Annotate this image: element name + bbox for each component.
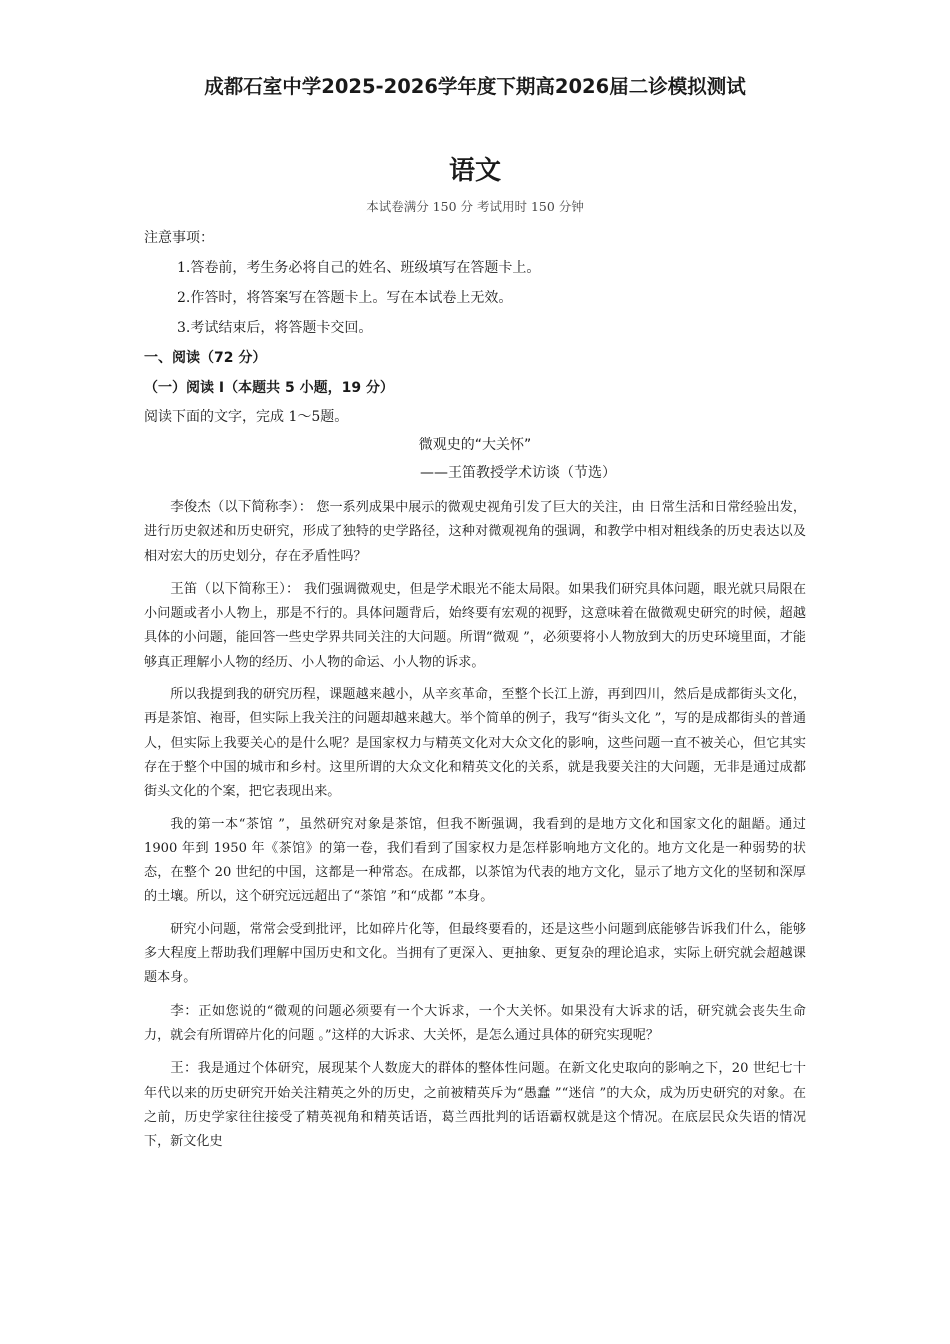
notice-item: 2.作答时，将答案写在答题卡上。写在本试卷上无效。 (177, 290, 513, 306)
notice-item: 1.答卷前，考生务必将自己的姓名、班级填写在答题卡上。 (177, 260, 541, 276)
exam-title: 成都石室中学2025-2026学年度下期高2026届二诊模拟测试 (204, 75, 746, 98)
paragraph-text: 正如您说的“微观的问题必须要有一个大诉求，一个大关怀。如果没有大诉求的话，研究就会丧失生命力，就会有所谓碎片化的问题 。”这样的大诉求、大关怀，是怎么通过具体的研究实现呢？ (144, 1003, 806, 1043)
subsection-heading: （一）阅读 Ⅰ（本题共 5 小题，19 分） (144, 380, 394, 396)
article-paragraph (144, 495, 806, 569)
section-heading: 一、阅读（72 分） (144, 350, 267, 366)
article-paragraph (144, 918, 806, 991)
paragraph-text: 我的第一本“茶馆 ”，虽然研究对象是茶馆，但我不断强调，我看到的是地方文化和国家文化的龃龉。通过 1900 年到 1950 年《茶馆》的第一卷，我们看到了国家权力是怎样影响地方文化的。地方文化是一种弱势的状态，在整个 20 世纪的中国，这都是一种常态。在成都，以茶馆为代表的地方文化，显示了地方文化的坚韧和深厚的土壤。所以，这个研究远远超出了“茶馆 ”和“成都 ”本身。 (144, 816, 806, 905)
paragraph-text: 所以我提到我的研究历程，课题越来越小，从辛亥革命，至整个长江上游，再到四川，然后是成都街头文化，再是茶馆、袍哥，但实际上我关注的问题却越来越大。举个简单的例子，我写“街头文化 ”，写的是成都街头的普通人，但实际上我要关心的是什么呢？是国家权力与精英文化对大众文化的影响，这些问题一直不被关心，但它其实存在于整个中国的城市和乡村。这里所谓的大众文化和精英文化的关系，就是我要关注的大问题，无非是通过成都街头文化的个案，把它表现出来。 (144, 687, 806, 800)
speaker-label: 李： (170, 1002, 199, 1019)
speaker-label: 李俊杰（以下简称李）： (170, 499, 313, 515)
paragraph-text: 您一系列成果中展示的微观史视角引发了巨大的关注，由 日常生活和日常经验出发，进行历史叙述和历史研究，形成了独特的史学路径，这种对微观视角的强调，和教学中相对粗线条的历史表达以及相对宏大的历史划分，存在矛盾性吗？ (144, 500, 807, 564)
notice-list (144, 258, 806, 338)
subject-title: 语文 (448, 156, 501, 186)
paragraph-text: 我们强调微观史，但是学术眼光不能太局限。如果我们研究具体问题，眼光就只局限在小问题或者小人物上，那是不行的。具体问题背后，始终要有宏观的视野，这意味着在做微观史研究的时候，超越具体的小问题，能回答一些史学界共同关注的大问题。所谓“微观 ”，必须要将小人物放到大的历史环境里面，才能够真正理解小人物的经历、小人物的命运、小人物的诉求。 (144, 581, 806, 670)
article-paragraph (144, 1056, 806, 1154)
paragraph-text: 研究小问题，常常会受到批评，比如碎片化等，但最终要看的，还是这些小问题到底能够告诉我们什么，能够多大程度上帮助我们理解中国历史和文化。当拥有了更深入、更抽象、更复杂的理论追求，实际上研究就会超越课题本身。 (144, 921, 806, 986)
article-paragraph (144, 683, 806, 804)
notice-heading: 注意事项： (144, 230, 214, 246)
speaker-label: 王： (170, 1060, 198, 1077)
article-paragraph (144, 577, 806, 675)
article-paragraph (144, 999, 806, 1049)
exam-info: 本试卷满分 150 分 考试用时 150 分钟 (366, 199, 584, 214)
reading-instruction: 阅读下面的文字，完成 1～5题。 (144, 409, 349, 425)
article-subtitle: ——王笛教授学术访谈（节选） (420, 465, 616, 481)
paragraph-text: 我是通过个体研究，展现某个人数庞大的群体的整体性问题。在新文化史取向的影响之下，20 世纪七十年代以来的历史研究开始关注精英之外的历史，之前被精英斥为“愚蠢 ”“迷信 ”的大众，成为历史研究的对象。在之前，历史学家往往接受了精英视角和精英话语，葛兰西批判的话语霸权就是这个情况。在底层民众失语的情况下，新文化史 (144, 1061, 806, 1150)
article-title: 微观史的“大关怀” (418, 437, 532, 453)
speaker-label: 王笛（以下简称王）： (170, 580, 300, 597)
article-paragraph (144, 813, 806, 910)
notice-item: 3.考试结束后，将答题卡交回。 (177, 320, 373, 336)
